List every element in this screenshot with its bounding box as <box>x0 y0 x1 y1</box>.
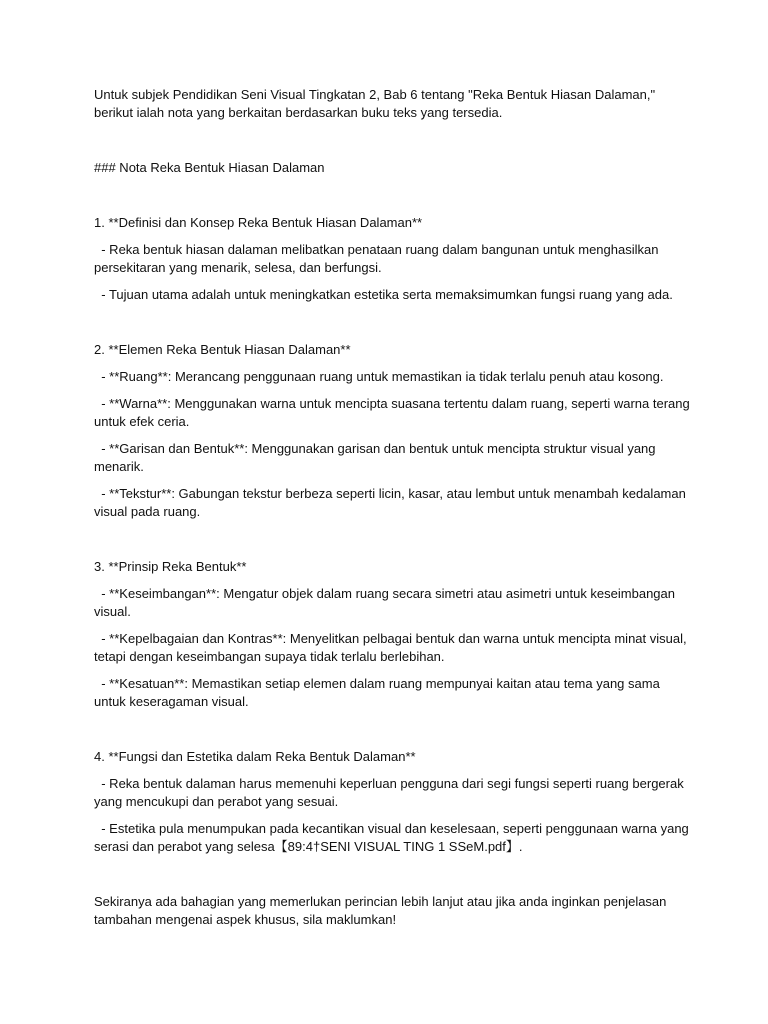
list-item: - **Kepelbagaian dan Kontras**: Menyelitkan pelbagai bentuk dan warna untuk mencipta minat visual, tetapi dengan keseimbangan supaya tidak terlalu berlebihan. <box>94 631 691 664</box>
intro-paragraph: Untuk subjek Pendidikan Seni Visual Tingkatan 2, Bab 6 tentang "Reka Bentuk Hiasan Dalaman," berikut ialah nota yang berkaitan berdasarkan buku teks yang tersedia. <box>94 87 659 120</box>
list-item: - **Tekstur**: Gabungan tekstur berbeza seperti licin, kasar, atau lembut untuk menambah kedalaman visual pada ruang. <box>94 486 690 519</box>
list-item: - Estetika pula menumpukan pada kecantikan visual dan keselesaan, seperti penggunaan warna yang serasi dan perabot yang selesa【89:4†SENI VISUAL TING 1 SSeM.pdf】. <box>94 821 693 854</box>
list-item: - **Warna**: Menggunakan warna untuk mencipta suasana tertentu dalam ruang, seperti warna terang untuk efek ceria. <box>94 396 694 429</box>
notes-heading: ### Nota Reka Bentuk Hiasan Dalaman <box>94 160 325 175</box>
list-item: - Reka bentuk dalaman harus memenuhi keperluan pengguna dari segi fungsi seperti ruang bergerak yang mencukupi dan perabot yang sesuai. <box>94 776 688 809</box>
section-title: 3. **Prinsip Reka Bentuk** <box>94 559 247 574</box>
section-elemen <box>94 341 694 521</box>
list-item: - Reka bentuk hiasan dalaman melibatkan penataan ruang dalam bangunan untuk menghasilkan persekitaran yang menarik, selesa, dan berfungsi. <box>94 242 663 275</box>
closing-paragraph: Sekiranya ada bahagian yang memerlukan perincian lebih lanjut atau jika anda inginkan penjelasan tambahan mengenai aspek khusus, sila maklumkan! <box>94 894 671 927</box>
section-fungsi-estetika <box>94 748 694 856</box>
list-item: - **Garisan dan Bentuk**: Menggunakan garisan dan bentuk untuk mencipta struktur visual yang menarik. <box>94 441 660 474</box>
document-body <box>94 86 694 929</box>
list-item: - **Keseimbangan**: Mengatur objek dalam ruang secara simetri atau asimetri untuk keseimbangan visual. <box>94 586 679 619</box>
list-item: - **Ruang**: Merancang penggunaan ruang untuk memastikan ia tidak terlalu penuh atau kosong. <box>94 369 664 384</box>
section-title: 1. **Definisi dan Konsep Reka Bentuk Hiasan Dalaman** <box>94 215 423 230</box>
section-definisi <box>94 214 694 304</box>
section-title: 2. **Elemen Reka Bentuk Hiasan Dalaman** <box>94 342 351 357</box>
list-item: - Tujuan utama adalah untuk meningkatkan estetika serta memaksimumkan fungsi ruang yang ada. <box>94 287 673 302</box>
section-prinsip <box>94 558 694 711</box>
list-item: - **Kesatuan**: Memastikan setiap elemen dalam ruang mempunyai kaitan atau tema yang sama untuk keseragaman visual. <box>94 676 664 709</box>
section-title: 4. **Fungsi dan Estetika dalam Reka Bentuk Dalaman** <box>94 749 416 764</box>
